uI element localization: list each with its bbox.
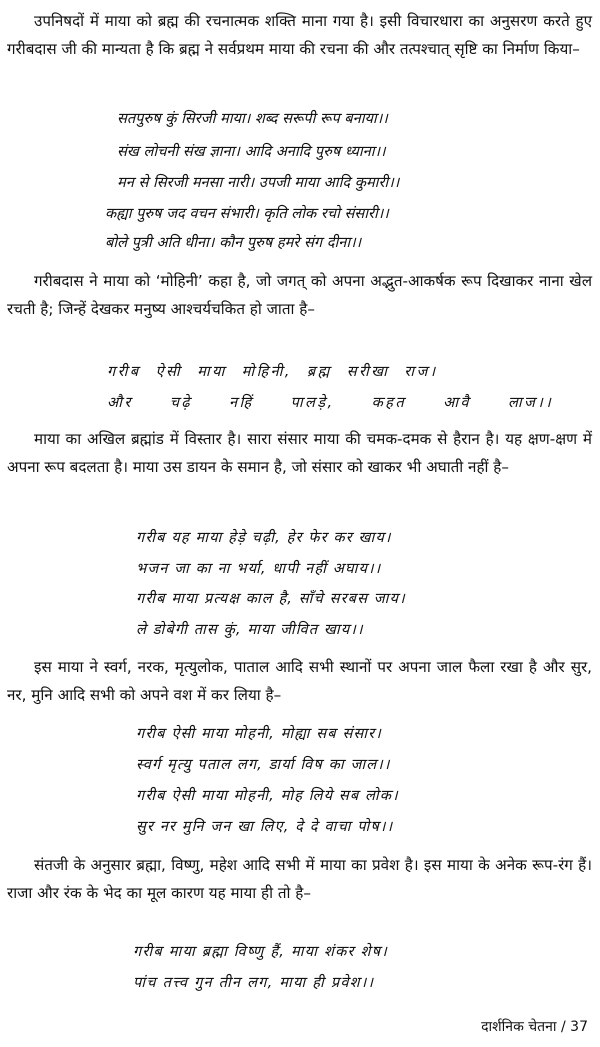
verse-line: भजन जा का ना भर्या, धापी नहीं अघाय।। — [136, 560, 382, 577]
verse-line: सतपुरुष कुं सिरजी माया। शब्द सरूपी रूप बनाया।। — [117, 110, 388, 127]
verse-line: पांच तत्त्व गुन तीन लग, माया ही प्रवेश।। — [133, 974, 375, 991]
verse-line: बोले पुत्री अति धीना। कौन पुरुष हमरे संग दीना।। — [105, 234, 362, 251]
paragraph: इस माया ने स्वर्ग, नरक, मृत्युलोक, पाताल आदि सभी स्थानों पर अपना जाल फैला रखा है और सुर, नर, मुनि आदि सभी को अपने वश में कर लिया है– — [7, 658, 592, 704]
footer-separator: / — [561, 1019, 566, 1035]
verse-line: गरीब यह माया हेड़े चढ़ी, हेर फेर कर खाय। — [136, 529, 392, 546]
verse-line: मन से सिरजी मनसा नारी। उपजी माया आदि कुमारी।। — [117, 174, 400, 191]
verse-line: संख लोचनी संख ज्ञाना। आदि अनादि पुरुष ध्याना।। — [117, 143, 386, 160]
running-title: दार्शनिक चेतना — [481, 1019, 557, 1035]
verse-line: सुर नर मुनि जन खा लिए, दे दे वाचा पोष।। — [136, 818, 394, 835]
verse-line: और चढ़े नहिं पालड़े, कहत आवै लाज।। — [107, 394, 554, 411]
page-footer — [481, 1017, 588, 1036]
verse-line: कह्या पुरुष जद वचन संभारी। कृति लोक रचो संसारी।। — [105, 205, 389, 222]
verse-line: गरीब माया ब्रह्मा विष्णु हैं, माया शंकर शेष। — [133, 943, 388, 960]
verse-line: गरीब ऐसी माया मोहनी, मोह लिये सब लोक। — [136, 787, 399, 804]
paragraph: उपनिषदों में माया को ब्रह्म की रचनात्मक शक्ति माना गया है। इसी विचारधारा का अनुसरण करते हुए गरीबदास जी की मान्यता है कि ब्रह्म ने सर्वप्रथम माया की रचना की और तत्पश्चात् सृष्टि का निर्माण किया– — [7, 12, 592, 58]
verse-line: स्वर्ग मृत्यु पताल लग, डार्या विष का जाल।। — [136, 756, 391, 773]
verse-line: गरीब माया प्रत्यक्ष काल है, साँचे सरबस जाय। — [136, 590, 406, 607]
verse-line: गरीब ऐसी माया मोहनी, मोह्या सब संसार। — [136, 725, 382, 742]
paragraph: संतजी के अनुसार ब्रह्मा, विष्णु, महेश आदि सभी में माया का प्रवेश है। इस माया के अनेक रूप-रंग हैं। राजा और रंक के भेद का मूल कारण यह माया ही तो है– — [7, 856, 592, 902]
page-number: 37 — [570, 1019, 588, 1035]
paragraph: माया का अखिल ब्रह्मांड में विस्तार है। सारा संसार माया की चमक-दमक से हैरान है। यह क्षण-क्षण में अपना रूप बदलता है। माया उस डायन के समान है, जो संसार को खाकर भी अघाती नहीं है– — [7, 430, 592, 476]
paragraph: गरीबदास ने माया को ‘मोहिनी’ कहा है, जो जगत् को अपना अद्भुत-आकर्षक रूप दिखाकर नाना खेल रचती है; जिन्हें देखकर मनुष्य आश्चर्यचकित हो जाता है– — [7, 272, 592, 318]
verse-line: गरीब ऐसी माया मोहिनी, ब्रह्म सरीखा राज। — [107, 363, 438, 380]
verse-line: ले डोबेगी तास कुं, माया जीवित खाय।। — [136, 621, 364, 638]
